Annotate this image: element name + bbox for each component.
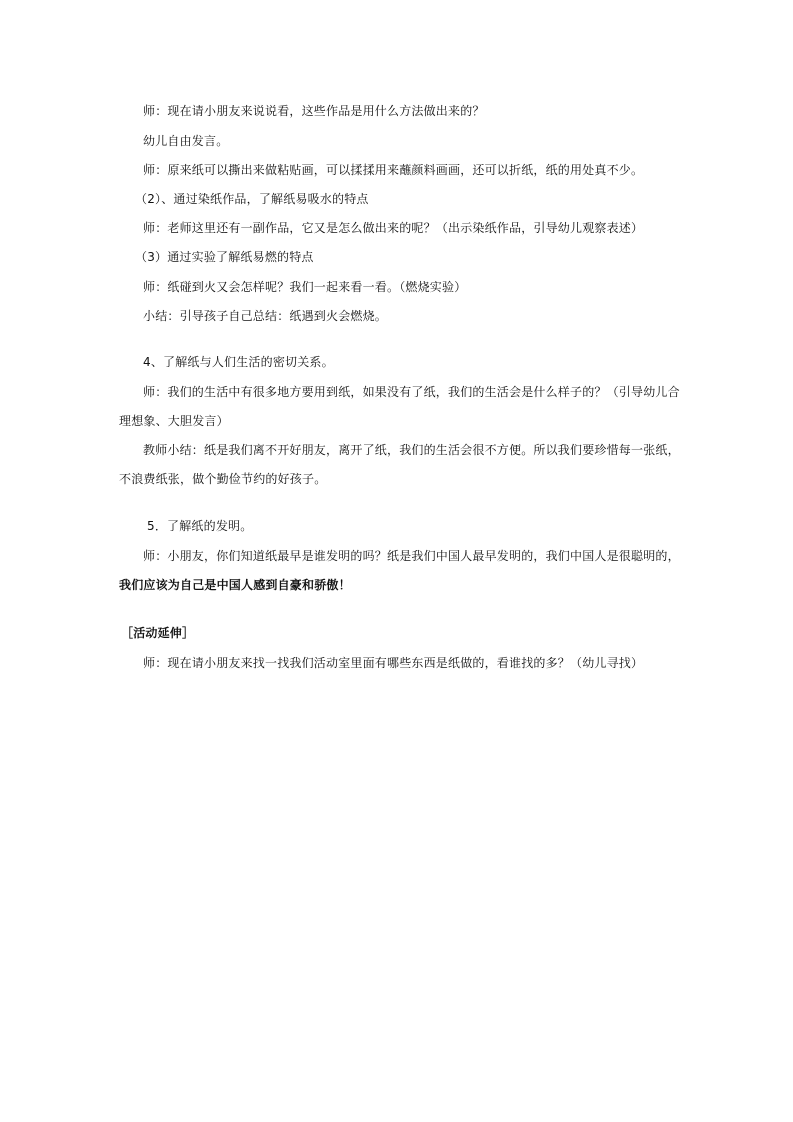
paragraph-line: 师：我们的生活中有很多地方要用到纸，如果没有了纸，我们的生活会是什么样子的？（引导幼儿合 [143, 385, 680, 399]
paragraph-line: 师：老师这里还有一副作品，它又是怎么做出来的呢？（出示染纸作品，引导幼儿观察表述） [143, 221, 644, 235]
paragraph-line: 师：现在请小朋友来说说看，这些作品是用什么方法做出来的？ [143, 104, 485, 118]
paragraph-line: 师：原来纸可以撕出来做粘贴画，可以揉揉用来蘸颜料画画，还可以折纸，纸的用处真不少。 [143, 163, 644, 177]
paragraph-line: 理想象、大胆发言） [119, 414, 229, 428]
paragraph-line: 教师小结：纸是我们离不开好朋友，离开了纸，我们的生活会很不方便。所以我们要珍惜每一张纸， [143, 443, 680, 457]
activity-extension-heading: ［活动延伸］ [121, 626, 195, 640]
paragraph-line: 幼儿自由发言。 [143, 134, 229, 148]
paragraph-line: 师：小朋友，你们知道纸最早是谁发明的吗？纸是我们中国人最早发明的，我们中国人是很聪明的， [143, 549, 680, 563]
paragraph-line: 我们应该为自己是中国人感到自豪和骄傲！ [119, 578, 351, 592]
section-subheading: （2）、通过染纸作品，了解纸易吸水的特点 [135, 192, 369, 206]
paragraph-line: 师：现在请小朋友来找一找我们活动室里面有哪些东西是纸做的，看谁找的多？（幼儿寻找） [143, 656, 644, 670]
section-heading: 5．了解纸的发明。 [147, 519, 253, 533]
paragraph-line: 小结：引导孩子自己总结：纸遇到火会燃烧。 [143, 309, 388, 323]
paragraph-line: 师：纸碰到火又会怎样呢？我们一起来看一看。（燃烧实验） [143, 280, 467, 294]
paragraph-line: 不浪费纸张，做个勤俭节约的好孩子。 [119, 472, 327, 486]
section-heading: 4、了解纸与人们生活的密切关系。 [143, 355, 334, 369]
section-subheading: （3）通过实验了解纸易燃的特点 [135, 250, 314, 264]
